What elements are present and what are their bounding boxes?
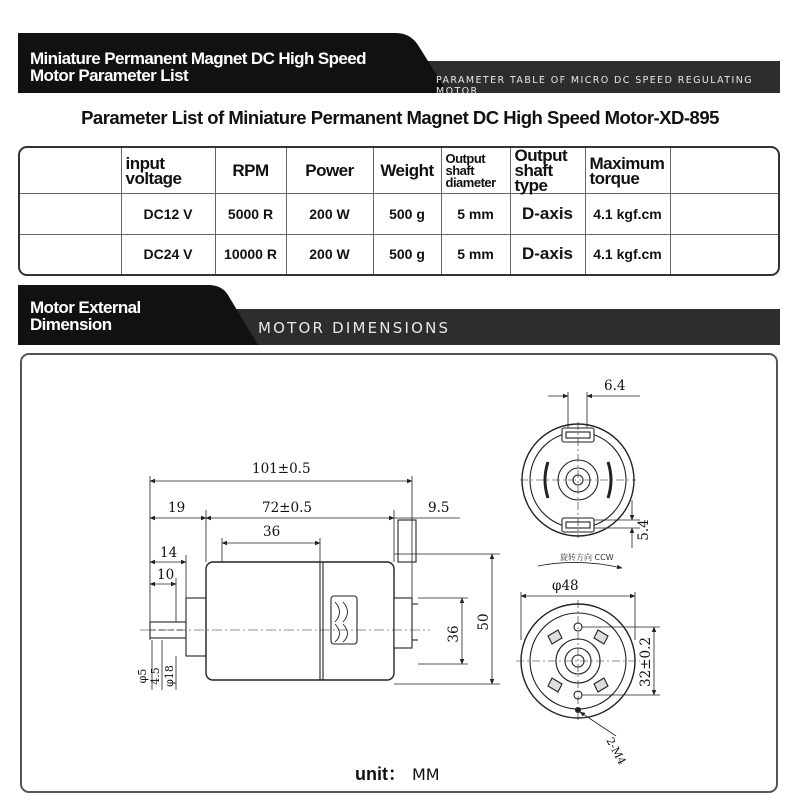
cell-weight: 500 g — [373, 194, 441, 235]
header-output-shaft-type: Output shaft type — [510, 148, 585, 194]
parameter-banner-subtitle: PARAMETER TABLE OF MICRO DC SPEED REGULATING MOTOR — [436, 75, 753, 97]
cell-torque: 4.1 kgf.cm — [585, 194, 670, 235]
unit-label: unit： — [355, 764, 406, 784]
header-maximum-torque: Maximum torque — [585, 148, 670, 194]
dim-body-length: 72±0.5 — [262, 500, 312, 516]
header-input-voltage: input voltage — [121, 148, 215, 194]
cell-voltage: DC12 V — [121, 194, 215, 235]
motor-back-view — [520, 422, 636, 538]
dim-14: 14 — [160, 545, 178, 561]
dim-mounting-holes: 2-M4 — [603, 735, 629, 768]
cell-rpm: 10000 R — [215, 234, 286, 274]
motor-side-view — [140, 520, 430, 680]
dimension-banner-title-line1: Motor External — [30, 298, 141, 317]
dim-36-right: 36 — [446, 625, 462, 643]
dim-boss-diameter: φ18 — [163, 665, 176, 687]
cell-rpm: 5000 R — [215, 194, 286, 235]
header-output-shaft-diameter: Output shaft diameter — [441, 148, 510, 194]
rotation-arrow — [538, 562, 622, 568]
dim-36-top: 36 — [263, 524, 281, 540]
parameter-banner-title-line1: Miniature Permanent Magnet DC High Speed — [30, 49, 366, 68]
dim-hole-spacing: 32±0.2 — [638, 637, 654, 687]
dim-9-5: 9.5 — [428, 500, 450, 516]
cell-weight: 500 g — [373, 234, 441, 274]
dimension-banner-subtitle: MOTOR DIMENSIONS — [258, 319, 451, 337]
cell-shaft-diameter: 5 mm — [441, 194, 510, 235]
table-heading: Parameter List of Miniature Permanent Magnet DC High Speed Motor-XD-895 — [81, 107, 719, 128]
dim-50: 50 — [476, 613, 492, 631]
dim-front-diameter: φ48 — [552, 578, 579, 594]
cell-power: 200 W — [286, 234, 373, 274]
dim-6-4: 6.4 — [604, 378, 626, 394]
header-weight: Weight — [373, 148, 441, 194]
cell-shaft-type: D-axis — [510, 234, 585, 274]
parameter-banner-title-line2: Motor Parameter List — [30, 66, 189, 85]
dim-shaft-diameter: φ5 — [136, 668, 149, 684]
dim-19: 19 — [168, 500, 186, 516]
header-rpm: RPM — [215, 148, 286, 194]
motor-front-view — [516, 600, 640, 722]
cell-torque: 4.1 kgf.cm — [585, 234, 670, 274]
dim-10: 10 — [157, 567, 175, 583]
cell-voltage: DC24 V — [121, 234, 215, 274]
dim-4-5: 4.5 — [149, 667, 162, 685]
unit-note — [355, 760, 440, 786]
dim-5-4: 5.4 — [636, 519, 652, 541]
rotation-direction-note: 旋转方向 CCW — [560, 553, 614, 562]
cell-shaft-diameter: 5 mm — [441, 234, 510, 274]
unit-value: MM — [412, 765, 440, 784]
cell-power: 200 W — [286, 194, 373, 235]
cell-shaft-type: D-axis — [510, 194, 585, 235]
dim-overall-length: 101±0.5 — [252, 461, 311, 477]
header-power: Power — [286, 148, 373, 194]
dimension-banner-title-line2: Dimension — [30, 315, 112, 334]
